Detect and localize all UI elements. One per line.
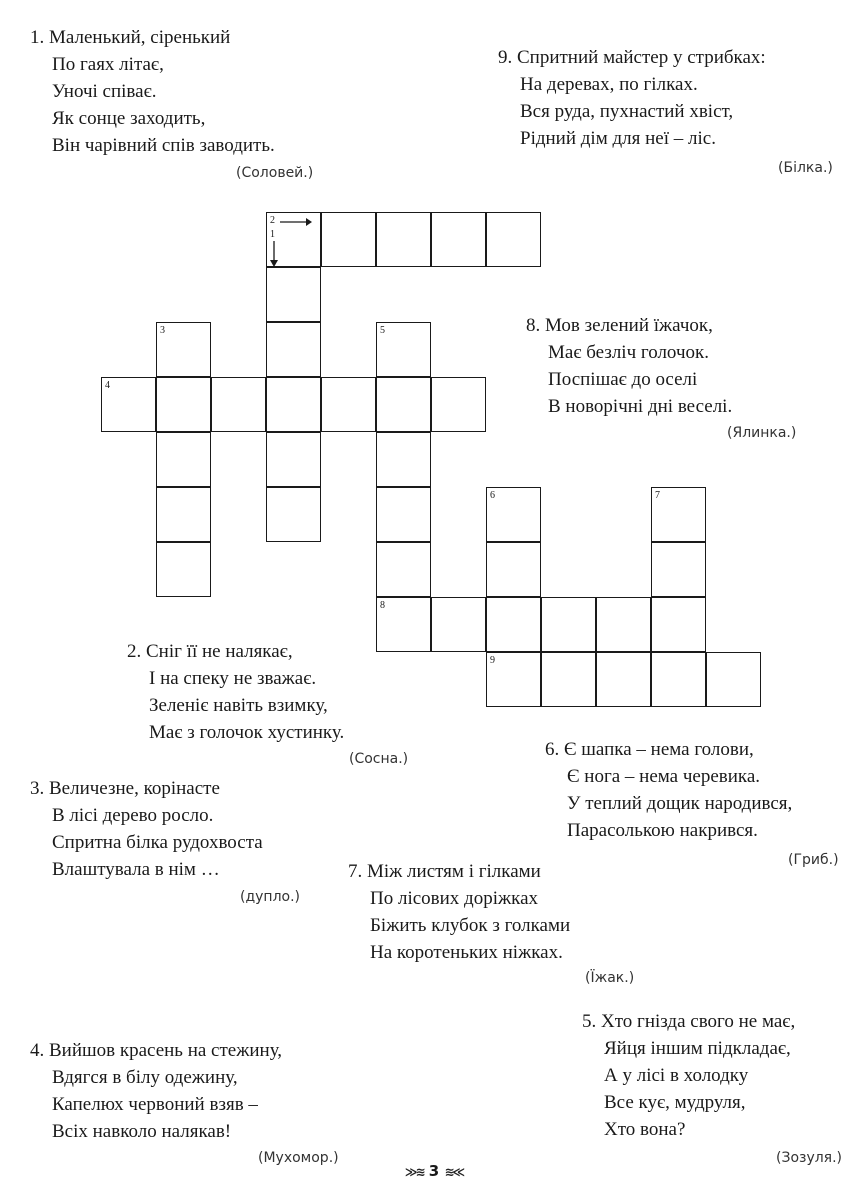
riddle-line: Маленький, сіренький: [49, 27, 231, 48]
crossword-cell[interactable]: [651, 542, 706, 597]
riddle-line: По гаях літає,: [52, 54, 164, 75]
riddle-2: [127, 638, 344, 746]
riddle-number: 6.: [545, 739, 560, 760]
riddle-line: Має безліч голочок.: [548, 342, 709, 363]
crossword-cell[interactable]: [376, 377, 431, 432]
riddle-line: Уночі співає.: [52, 81, 157, 102]
riddle-line: У теплий дощик народився,: [567, 793, 793, 814]
riddle-line: Є нога – нема черевика.: [567, 766, 761, 787]
clue-number: 4: [105, 380, 110, 391]
riddle-number: 9.: [498, 47, 513, 68]
crossword-cell[interactable]: [376, 432, 431, 487]
riddle-9: [498, 44, 766, 152]
riddle-line: Хто вона?: [604, 1119, 686, 1140]
crossword-cell[interactable]: [266, 432, 321, 487]
riddle-line: Поспішає до оселі: [548, 369, 698, 390]
riddle-answer: (Їжак.): [585, 970, 635, 986]
riddle-line: Мов зелений їжачок,: [545, 315, 713, 336]
riddle-line: І на спеку не зважає.: [149, 668, 317, 689]
riddle-line: Рідний дім для неї – ліс.: [520, 128, 716, 149]
crossword-cell[interactable]: [376, 322, 431, 377]
crossword-cell[interactable]: [211, 377, 266, 432]
riddle-number: 5.: [582, 1011, 597, 1032]
riddle-line: По лісових доріжках: [370, 888, 539, 909]
riddle-answer: (Мухомор.): [258, 1150, 339, 1166]
riddle-line: Парасолькою накрився.: [567, 820, 758, 841]
riddle-7: [348, 858, 570, 966]
riddle-line: Як сонце заходить,: [52, 108, 206, 129]
riddle-line: На коротеньких ніжках.: [370, 942, 563, 963]
crossword-cell[interactable]: [486, 652, 541, 707]
riddle-8: [526, 312, 732, 420]
crossword-cell[interactable]: [486, 542, 541, 597]
riddle-answer: (Білка.): [778, 160, 833, 176]
crossword-cell[interactable]: [596, 652, 651, 707]
crossword-cell[interactable]: [266, 212, 321, 267]
riddle-line: Спритний майстер у стрибках:: [517, 47, 766, 68]
riddle-answer: (Гриб.): [788, 852, 839, 868]
clue-number: 7: [655, 490, 660, 501]
riddle-line: Капелюх червоний взяв –: [52, 1094, 258, 1115]
riddle-answer: (Соловей.): [236, 165, 314, 181]
riddle-line: Вся руда, пухнастий хвіст,: [520, 101, 734, 122]
crossword-cell[interactable]: [431, 212, 486, 267]
riddle-5: [582, 1008, 795, 1143]
riddle-number: 1.: [30, 27, 45, 48]
riddle-line: Вдягся в білу одежину,: [52, 1067, 238, 1088]
ornament-left-icon: ≫≋: [404, 1165, 424, 1179]
riddle-line: Сніг її не налякає,: [146, 641, 293, 662]
arrow-right-icon: [280, 217, 312, 227]
riddle-4: [30, 1037, 282, 1145]
crossword-cell[interactable]: [376, 212, 431, 267]
riddle-line: Спритна білка рудохвоста: [52, 832, 263, 853]
riddle-line: Між листям і гілками: [367, 861, 541, 882]
riddle-6: [545, 736, 792, 844]
crossword-cell[interactable]: [266, 267, 321, 322]
crossword-cell[interactable]: [156, 542, 211, 597]
riddle-line: Він чарівний спів заводить.: [52, 135, 275, 156]
riddle-line: Влаштувала в нім …: [52, 859, 220, 880]
riddle-line: Все кує, мудруля,: [604, 1092, 746, 1113]
riddle-line: А у лісі в холодку: [604, 1065, 749, 1086]
riddle-line: Вийшов красень на стежину,: [49, 1040, 283, 1061]
crossword-cell[interactable]: [486, 487, 541, 542]
crossword-cell[interactable]: [321, 212, 376, 267]
crossword-cell[interactable]: [651, 597, 706, 652]
riddle-line: Є шапка – нема голови,: [564, 739, 754, 760]
crossword-cell[interactable]: [376, 487, 431, 542]
riddle-line: Всіх навколо налякав!: [52, 1121, 232, 1142]
clue-number: 9: [490, 655, 495, 666]
clue-number: 6: [490, 490, 495, 501]
crossword-cell[interactable]: [431, 377, 486, 432]
riddle-answer: (дупло.): [240, 889, 301, 905]
crossword-cell[interactable]: [266, 487, 321, 542]
riddle-number: 8.: [526, 315, 541, 336]
crossword-cell[interactable]: [541, 597, 596, 652]
crossword-cell[interactable]: [486, 212, 541, 267]
crossword-cell[interactable]: [486, 597, 541, 652]
crossword-cell[interactable]: [706, 652, 761, 707]
crossword-cell[interactable]: [321, 377, 376, 432]
clue-number: 2: [270, 215, 275, 226]
crossword-cell[interactable]: [376, 597, 431, 652]
riddle-number: 7.: [348, 861, 363, 882]
crossword-cell[interactable]: [156, 322, 211, 377]
riddle-number: 3.: [30, 778, 45, 799]
arrow-down-icon: [269, 241, 279, 267]
crossword-cell[interactable]: [156, 487, 211, 542]
crossword-cell[interactable]: [376, 542, 431, 597]
crossword-cell[interactable]: [266, 377, 321, 432]
riddle-answer: (Сосна.): [349, 751, 409, 767]
crossword-cell[interactable]: [431, 597, 486, 652]
crossword-cell[interactable]: [156, 377, 211, 432]
crossword-cell[interactable]: [266, 322, 321, 377]
clue-number: 8: [380, 600, 385, 611]
ornament-right-icon: ≋≪: [444, 1165, 464, 1179]
riddle-line: Яйця іншим підкладає,: [604, 1038, 791, 1059]
clue-number: 5: [380, 325, 385, 336]
riddle-line: Має з голочок хустинку.: [149, 722, 345, 743]
riddle-line: В новорічні дні веселі.: [548, 396, 733, 417]
riddle-line: Біжить клубок з голками: [370, 915, 571, 936]
crossword-cell[interactable]: [156, 432, 211, 487]
riddle-answer: (Ялинка.): [727, 425, 797, 441]
riddle-3: [30, 775, 263, 883]
crossword-cell[interactable]: [101, 377, 156, 432]
riddle-number: 4.: [30, 1040, 45, 1061]
crossword-cell[interactable]: [596, 597, 651, 652]
crossword-cell[interactable]: [651, 487, 706, 542]
riddle-line: Величезне, корінасте: [49, 778, 220, 799]
riddle-number: 2.: [127, 641, 142, 662]
riddle-answer: (Зозуля.): [776, 1150, 843, 1166]
riddle-line: В лісі дерево росло.: [52, 805, 214, 826]
riddle-line: Хто гнізда свого не має,: [601, 1011, 796, 1032]
crossword-cell[interactable]: [651, 652, 706, 707]
page-number: [0, 1162, 868, 1180]
clue-number: 1: [270, 229, 275, 240]
riddle-line: Зеленіє навіть взимку,: [149, 695, 328, 716]
riddle-line: На деревах, по гілках.: [520, 74, 698, 95]
riddle-1: [30, 24, 275, 159]
crossword-cell[interactable]: [541, 652, 596, 707]
clue-number: 3: [160, 325, 165, 336]
page-number-value: 3: [428, 1162, 440, 1180]
